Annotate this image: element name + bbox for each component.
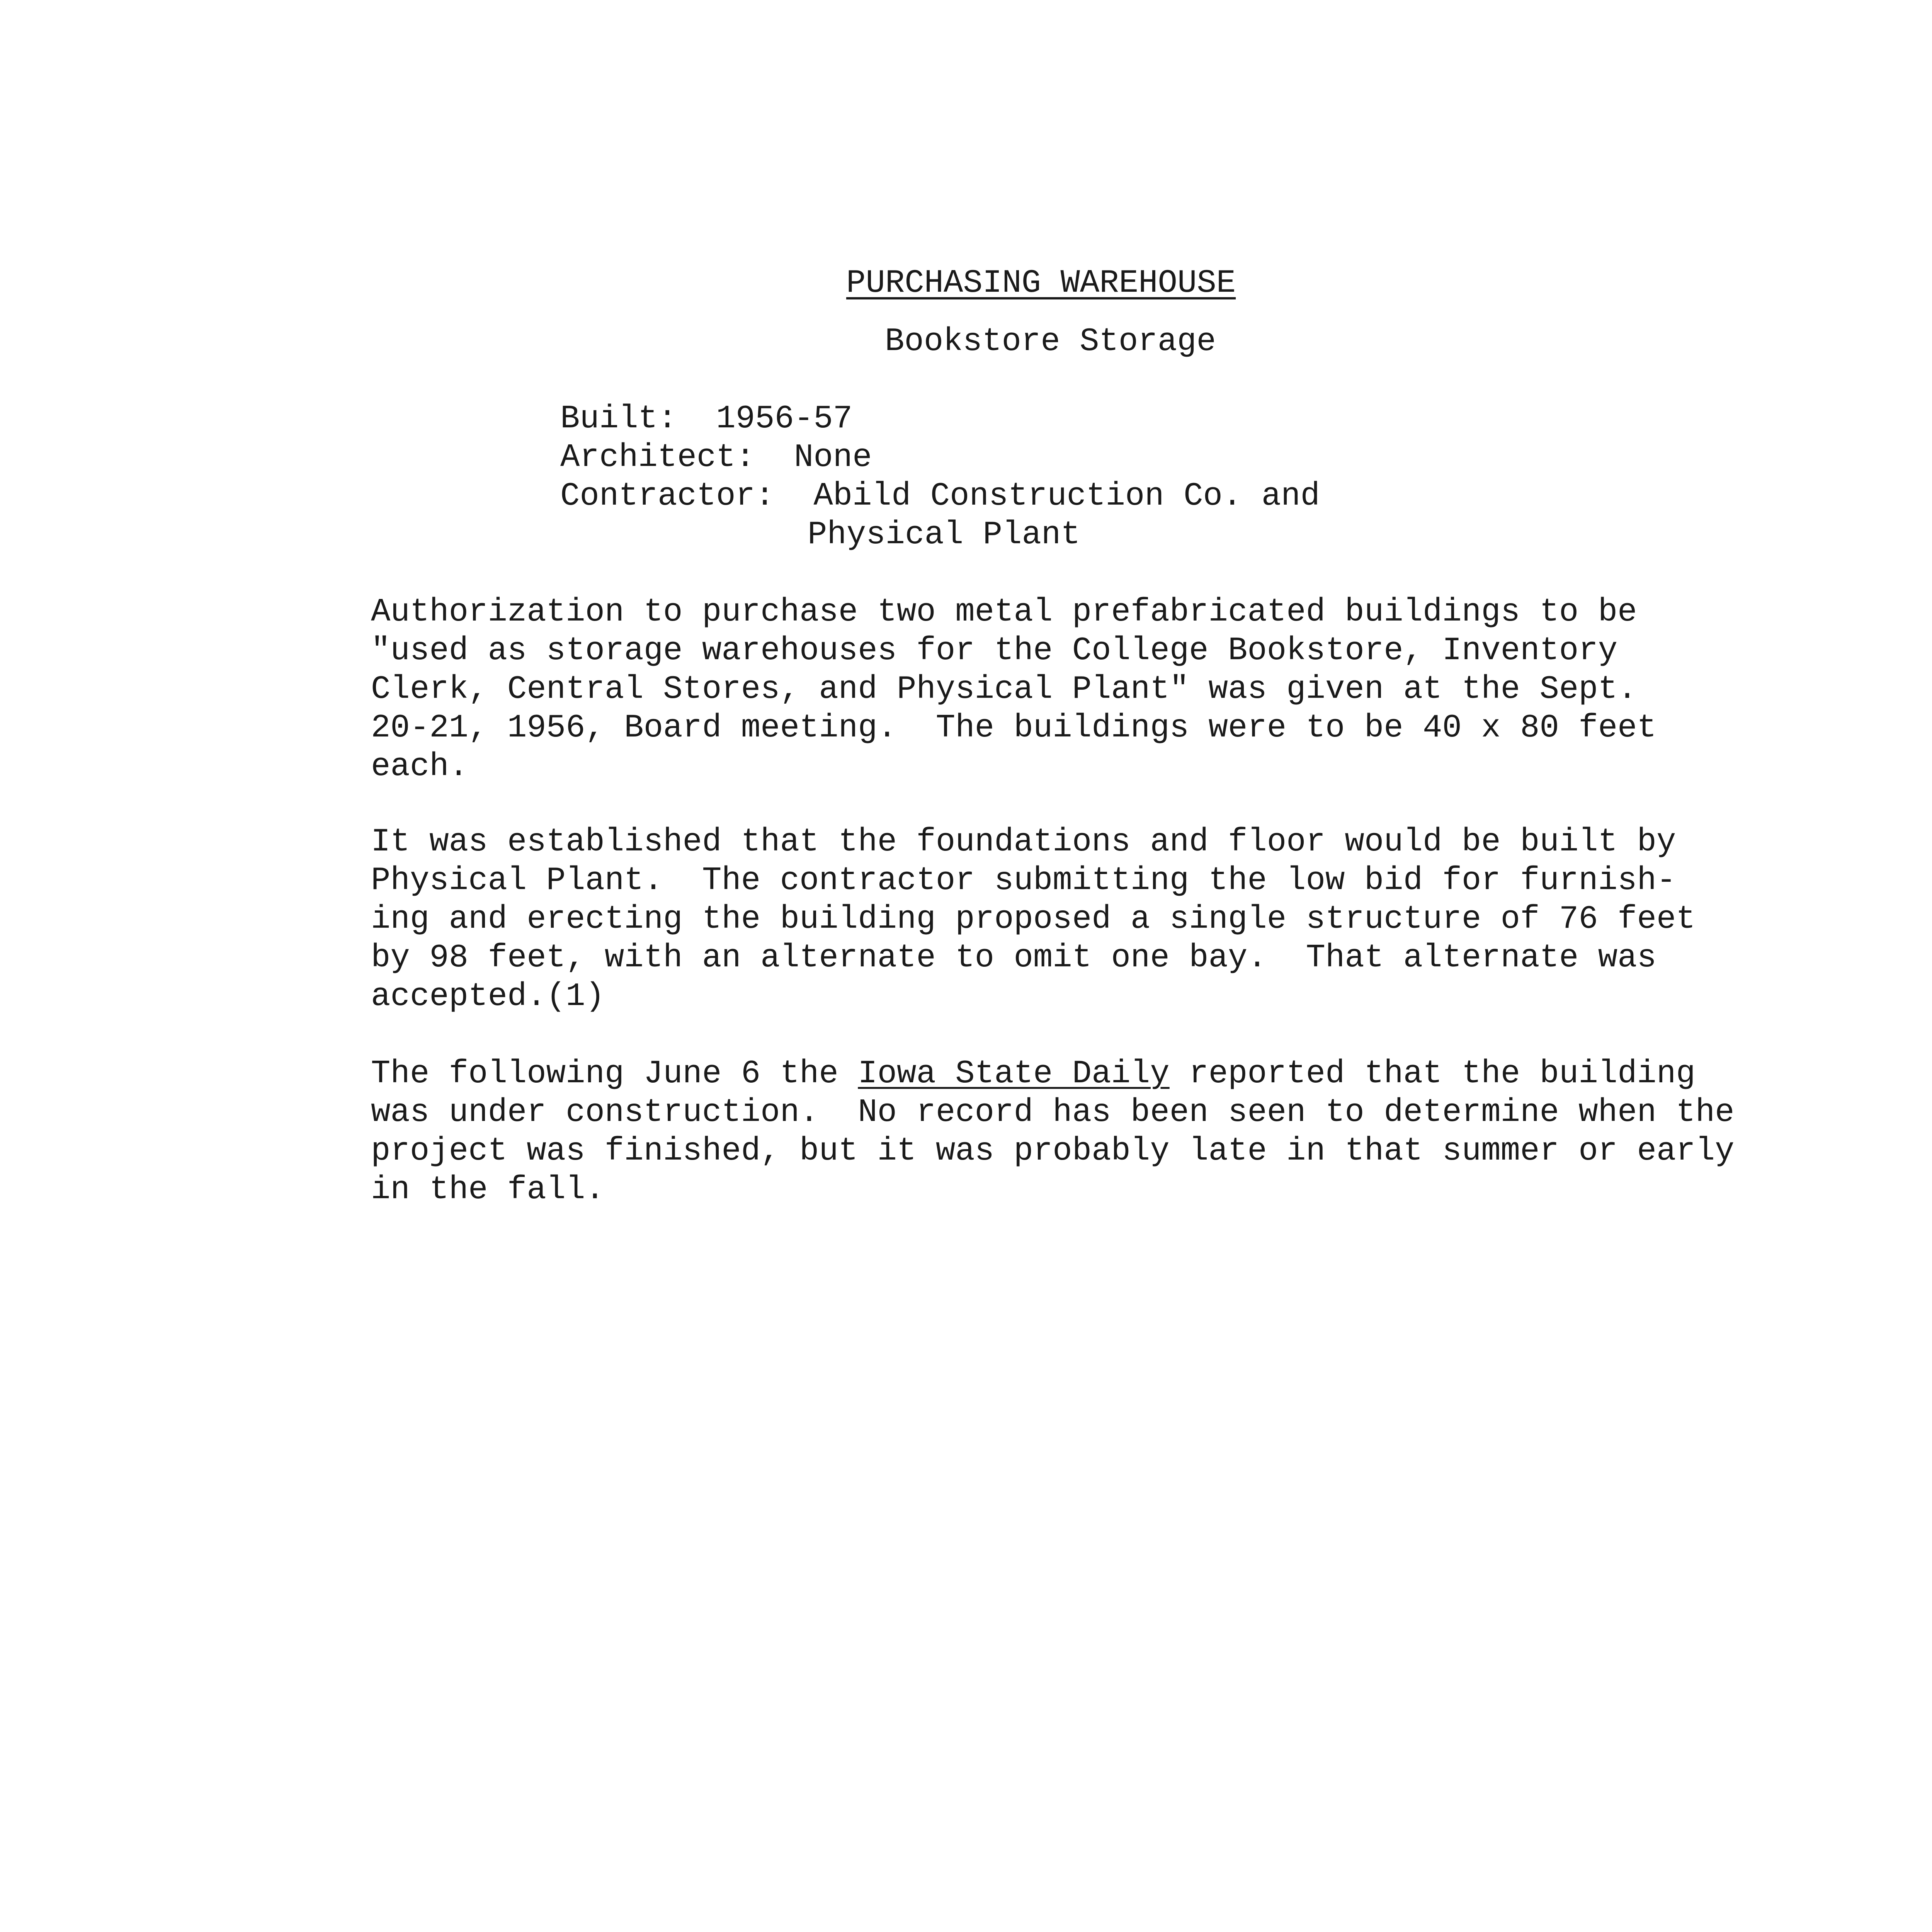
paragraph-line: in the fall. bbox=[371, 1172, 605, 1208]
paragraph-line: by 98 feet, with an alternate to omit one bay. That alternate was bbox=[371, 940, 1656, 976]
architect-row bbox=[560, 439, 1320, 477]
paragraph-line: "used as storage warehouses for the College Bookstore, Inventory bbox=[371, 633, 1618, 669]
built-value: 1956-57 bbox=[716, 401, 853, 437]
paragraph-line: Clerk, Central Stores, and Physical Plant" was given at the Sept. bbox=[371, 671, 1637, 708]
paragraph-line: was under construction. No record has been seen to determine when the bbox=[371, 1094, 1735, 1131]
architect-label: Architect: bbox=[560, 439, 755, 476]
paragraph-completion bbox=[371, 1055, 1735, 1209]
contractor-value: Abild Construction Co. and bbox=[813, 478, 1320, 515]
contractor-label: Contractor: bbox=[560, 478, 775, 515]
paragraph-line: Authorization to purchase two metal prefabricated buildings to be bbox=[371, 594, 1637, 631]
page-title: PURCHASING WAREHOUSE bbox=[846, 265, 1236, 302]
line-text: reported that the building bbox=[1169, 1056, 1696, 1092]
paragraph-line: accepted.(1) bbox=[371, 978, 605, 1015]
contractor-row bbox=[560, 477, 1320, 516]
newspaper-title: Iowa State Daily bbox=[858, 1056, 1170, 1092]
page-subtitle: Bookstore Storage bbox=[885, 323, 1216, 360]
paragraph-line: each. bbox=[371, 748, 469, 785]
paragraph-line: Physical Plant. The contractor submitting the low bid for furnish- bbox=[371, 862, 1676, 899]
built-row bbox=[560, 400, 1320, 439]
paragraph-line: project was finished, but it was probably late in that summer or early bbox=[371, 1133, 1735, 1170]
contractor-value-continued: Physical Plant bbox=[808, 517, 1080, 553]
line-text: The following June 6 the bbox=[371, 1056, 858, 1092]
paragraph-line: ing and erecting the building proposed a single structure of 76 feet bbox=[371, 901, 1696, 938]
paragraph-line: 20-21, 1956, Board meeting. The buildings were to be 40 x 80 feet bbox=[371, 710, 1656, 747]
built-label: Built: bbox=[560, 401, 677, 437]
architect-value: None bbox=[794, 439, 872, 476]
paragraph-line bbox=[371, 1055, 1723, 1094]
building-metadata bbox=[560, 400, 1320, 554]
paragraph-line: It was established that the foundations and floor would be built by bbox=[371, 824, 1676, 861]
paragraph-authorization bbox=[371, 593, 1723, 786]
paragraph-construction bbox=[371, 823, 1723, 1016]
